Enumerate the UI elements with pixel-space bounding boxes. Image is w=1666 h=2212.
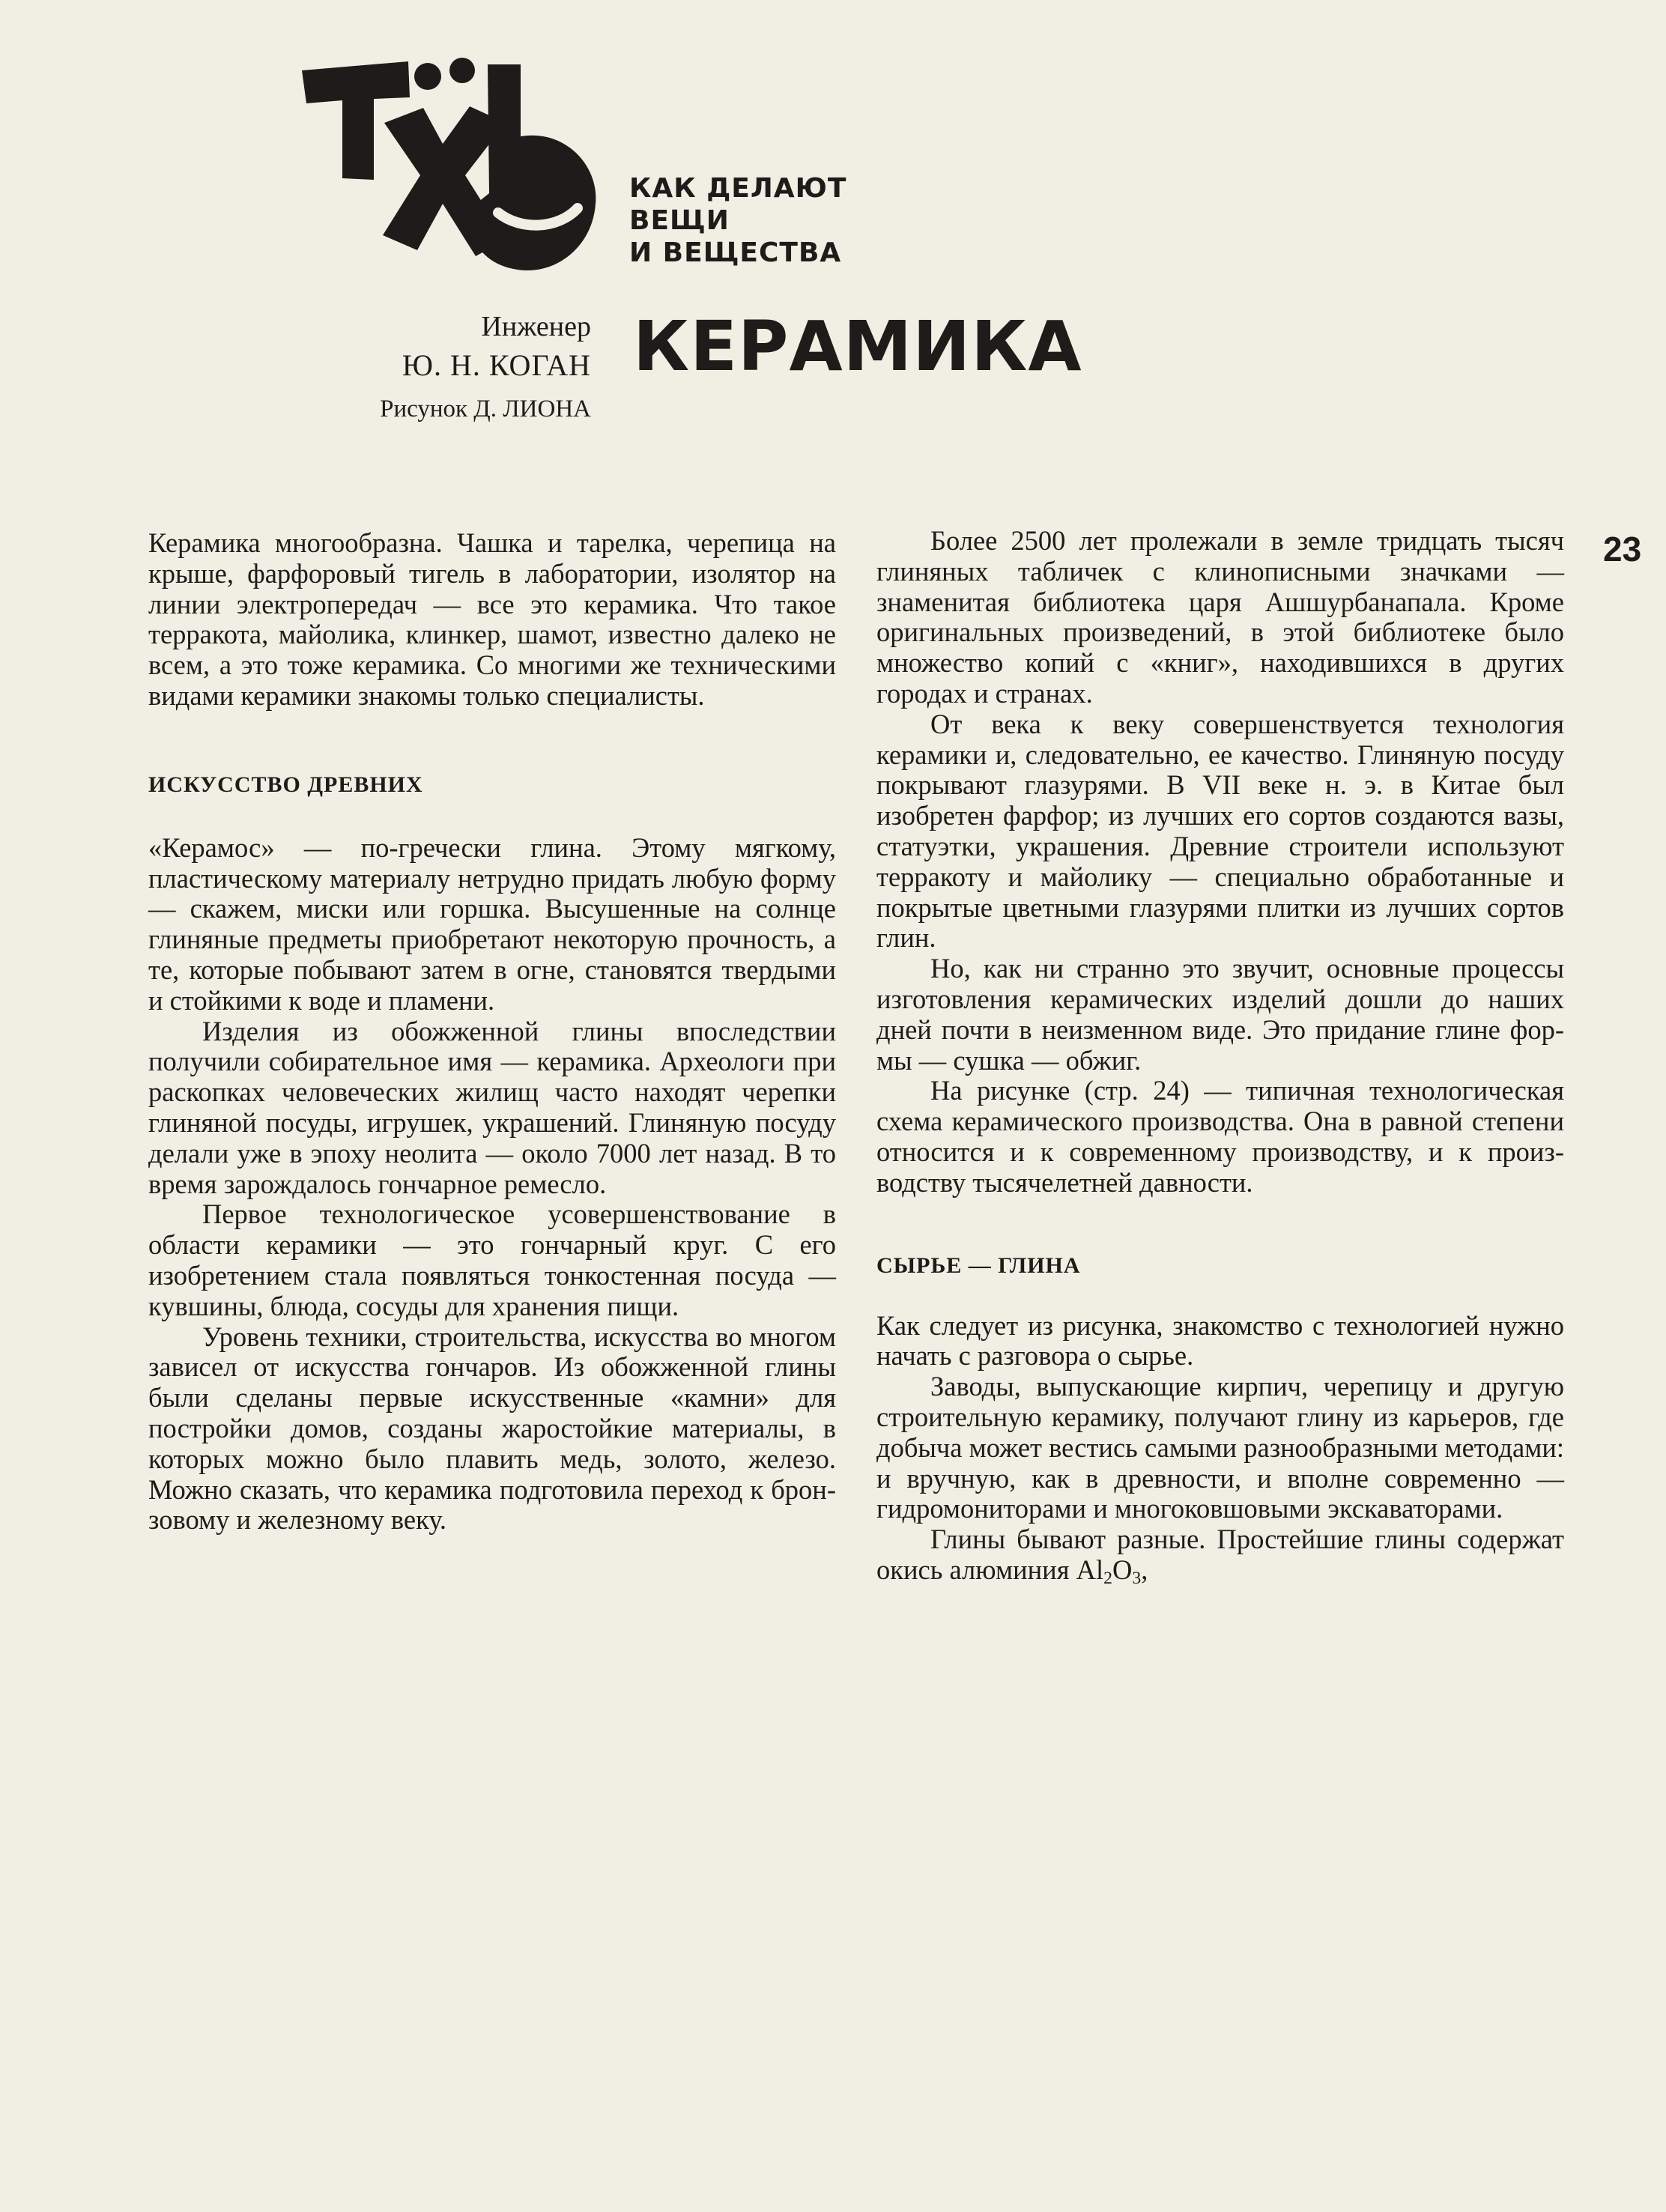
series-line-3: И ВЕЩЕСТВА: [629, 237, 842, 268]
paragraph: Уровень техники, строительства, искусства во многом зависел от искусства гончаров. Из обожженной глины были сделаны первые искусственные «камни» для постройки домов, созданы жаростойкие материалы, в которых можно было плавить медь, золото, железо. Можно сказать, что керамика подготовила переход к бронзовому и железному веку.: [148, 1321, 836, 1536]
punctuation: ,: [1141, 1554, 1148, 1585]
page-number: 23: [1603, 530, 1642, 569]
paragraph-with-formula: [876, 1524, 1564, 1586]
formula-subscript: 2: [1103, 1568, 1112, 1588]
paragraph: Изделия из обожженной глины впоследствии получили собирательное имя — керамика. Археологи при раскопках человеческих жилищ часто находят черепки глиняной посуды, игрушек, украшений. Глиняную посуду делали уже в эпоху неолита — около 7000 лет назад. В то время зарождалось гончарное ремесло.: [148, 1015, 836, 1199]
section-heading: СЫРЬЕ — ГЛИНА: [876, 1252, 1081, 1278]
section-heading: ИСКУССТВО ДРЕВНИХ: [148, 772, 423, 797]
right-column: [876, 526, 1564, 1586]
formula-o: O: [1112, 1554, 1133, 1585]
illustrator-credit: Рисунок Д. ЛИОНА: [380, 396, 591, 422]
paragraph: От века к веку совершенствуется технология керамики и, следовательно, ее качество. Глиняную посуду покрывают глазурями. В VII веке н. э. в Китае был изобретен фарфор; из лучших его сортов создаются вазы, статуэтки, украшения. Древние строители используют терракоту и майолику — специально обработанные и покрытые цветными глазурями плитки из лучших сортов глин.: [876, 708, 1564, 954]
author-role: Инженер: [481, 311, 591, 342]
article-credits: [380, 307, 591, 428]
formula-al: Al: [1076, 1554, 1104, 1585]
series-line-2: ВЕЩИ: [629, 205, 730, 236]
paragraph: Керамика многообразна. Чашка и тарелка, черепица на крыше, фарфоровый тигель в лаборатории, изолятор на линии электропередач — все это керамика. Что такое терракота, майолика, клинкер, шамот, известно далеко не всем, а это тоже керамика. Со многими же техническими видами керамики знакомы только специалисты.: [148, 527, 836, 711]
tkh-logo-icon: [296, 54, 603, 279]
paragraph: Первое технологическое усовершенствование в области керамики — это гончарный круг. С его изобретением стала появляться тонкостенная посуда — кувшины, блюда, сосуды для хранения пищи.: [148, 1199, 836, 1321]
article-title: КЕРАМИКА: [633, 306, 1082, 387]
formula: [1076, 1554, 1142, 1588]
paragraph-text: Глины бывают разные. Простейшие глины содержат окись алюминия: [876, 1524, 1564, 1585]
paragraph: Более 2500 лет пролежали в земле тридцать тысяч глиняных табличек с клинописными значками — знаменитая библиотека царя Ашшурбанапала. Кроме оригинальных произведений, в этой библиотеке было множество копий с «книг», находившихся в других городах и странах.: [876, 525, 1564, 709]
paragraph: Заводы, выпускающие кирпич, черепицу и другую строительную керамику, получают глину из карьеров, где добыча может вестись самыми разнообразными методами: и вручную, как в древности, и вполне современно — гидромониторами и многоковшовыми экскаваторами.: [876, 1371, 1564, 1524]
series-title: [629, 172, 846, 269]
left-column: [148, 528, 836, 1536]
paragraph: Как следует из рисунка, знакомство с технологией нужно начать с разговора о сырье.: [876, 1309, 1564, 1372]
paragraph: «Керамос» — по-гречески глина. Этому мягкому, пластическому материалу нетрудно придать любую форму — скажем, миски или горшка. Высушенные на солнце глиняные предметы приобретают некоторую прочность, а те, которые побывают затем в огне, становятся твердыми и стойкими к воде и пламени.: [148, 831, 836, 1016]
series-line-1: КАК ДЕЛАЮТ: [629, 173, 847, 204]
formula-subscript: 3: [1132, 1568, 1142, 1588]
paragraph: Но, как ни странно это звучит, основные процессы изготовления керамических изделий дошли до наших дней почти в неизменном виде. Это придание глине формы — сушка — обжиг.: [876, 953, 1564, 1076]
paragraph: На рисунке (стр. 24) — типичная технологическая схема керамического производства. Она в равной степени относится и к современному производству, и к производству тысячелетней давности.: [876, 1075, 1564, 1198]
author-name: Ю. Н. КОГАН: [402, 348, 591, 382]
